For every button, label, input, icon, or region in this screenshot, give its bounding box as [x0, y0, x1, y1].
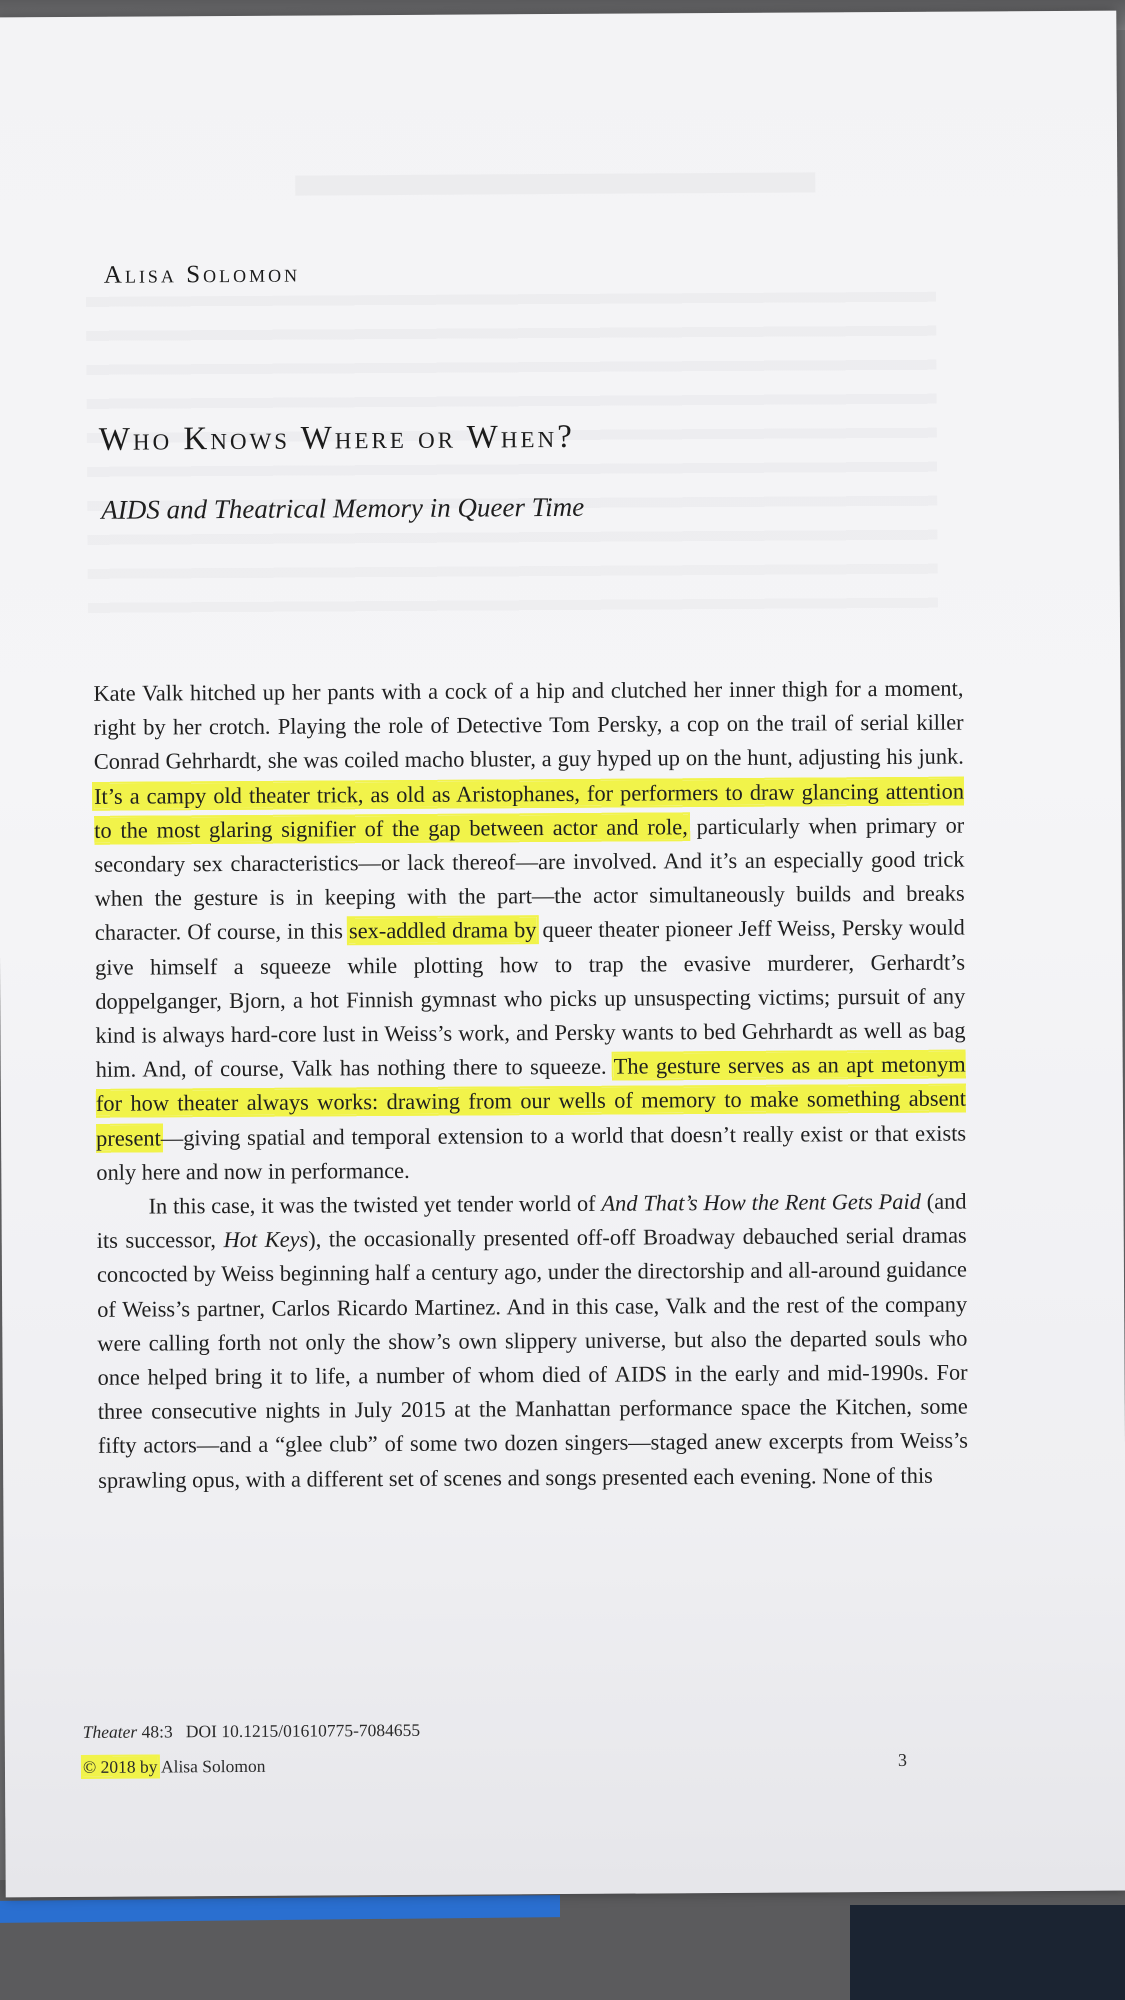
highlighted-text: sex-addled drama by: [348, 917, 537, 944]
text-run: in the early and mid-1990s. For three consecutive nights in July 2015 at the Manhattan performance space the Kitchen, some fifty actors—and a “glee club” of some two dozen singers—staged anew excerpts from Weiss’s sprawling opus, with a different set of scenes and songs presented each evening. None of this: [97, 1359, 969, 1493]
subtitle-text: and Theatrical Memory in Queer Time: [159, 491, 585, 525]
journal-citation: [83, 1720, 420, 1743]
doi: DOI 10.1215/01610775-7084655: [185, 1719, 421, 1742]
article-title: Who Knows Where or When?: [98, 418, 575, 458]
copyright-holder: Alisa Solomon: [157, 1755, 266, 1777]
highlighted-text: It’s a campy old theater trick, as old as Aristophanes, for performers to draw glancing attention to the most glaring signifier of the gap between actor and role,: [93, 778, 965, 843]
text-run: In this case, it was the twisted yet tender world of: [148, 1190, 602, 1219]
article-subtitle: [101, 492, 584, 526]
play-title: And That’s How the Rent Gets Paid: [601, 1188, 921, 1216]
journal-name: Theater: [82, 1721, 138, 1742]
author-name: Alisa Solomon: [103, 260, 301, 289]
bleed-through-shadow: [295, 172, 815, 195]
play-title: Hot Keys: [223, 1226, 309, 1253]
text-run: —giving spatial and temporal extension to a world that doesn’t really exist or that exists only here and now in performance.: [96, 1120, 967, 1185]
abbreviation: AIDS: [614, 1361, 668, 1387]
text-run: (and its successor,: [96, 1188, 967, 1254]
subtitle-abbreviation: AIDS: [101, 494, 160, 525]
article-body: [93, 672, 968, 1498]
background-dark-object: [850, 1905, 1125, 2000]
bleed-through-shadow: [86, 292, 938, 627]
text-run: queer theater pioneer Jeff Weiss, Persky would give himself a squeeze while plotting how to trap the evasive murderer, Gerhardt’s doppelganger, Bjorn, a hot Finnish gymnast who picks up unsuspecting victims; pursuit of any kind is always hard-core lust in Weiss’s work, and Persky wants to bed Gehrhardt as well as bag him. And, of course, Valk has nothing there to squeeze.: [94, 914, 966, 1083]
page-number: 3: [897, 1749, 907, 1770]
paragraph-1: [93, 672, 966, 1190]
copyright-line: [83, 1756, 266, 1778]
highlighted-text: The gesture serves as an apt metonym for how theater always works: drawing from our wells of memory to make something absent present: [95, 1051, 966, 1151]
text-run: ), the occasionally presented off-off Broadway debauched serial dramas concocted by Weiss beginning half a century ago, under the directorship and all-around guidance of Weiss’s partner, Carlos Ricardo Martinez. And in this case, Valk and the rest of the company were calling forth not only the show’s own slippery universe, but also the departed souls who once helped bring it to life, a number of whom died of: [96, 1222, 968, 1390]
journal-issue: 48:3: [137, 1721, 173, 1742]
highlighted-text: © 2018 by: [82, 1756, 158, 1777]
paragraph-2: [96, 1185, 968, 1498]
text-run: Kate Valk hitched up her pants with a cock of a hip and clutched her inner thigh for a moment, right by her crotch. Playing the role of Detective Tom Persky, a cop on the trail of serial killer Conrad Gehrhardt, she was coiled macho bluster, a guy hyped up on the hunt, adjusting his junk.: [93, 675, 964, 775]
document-page: [0, 11, 1125, 1898]
text-run: particularly when primary or secondary sex characteristics—or lack thereof—are involved. And it’s an especially good trick when the gesture is in keeping with the part—the actor simultaneously builds and breaks character. Of course, in this: [94, 812, 965, 946]
